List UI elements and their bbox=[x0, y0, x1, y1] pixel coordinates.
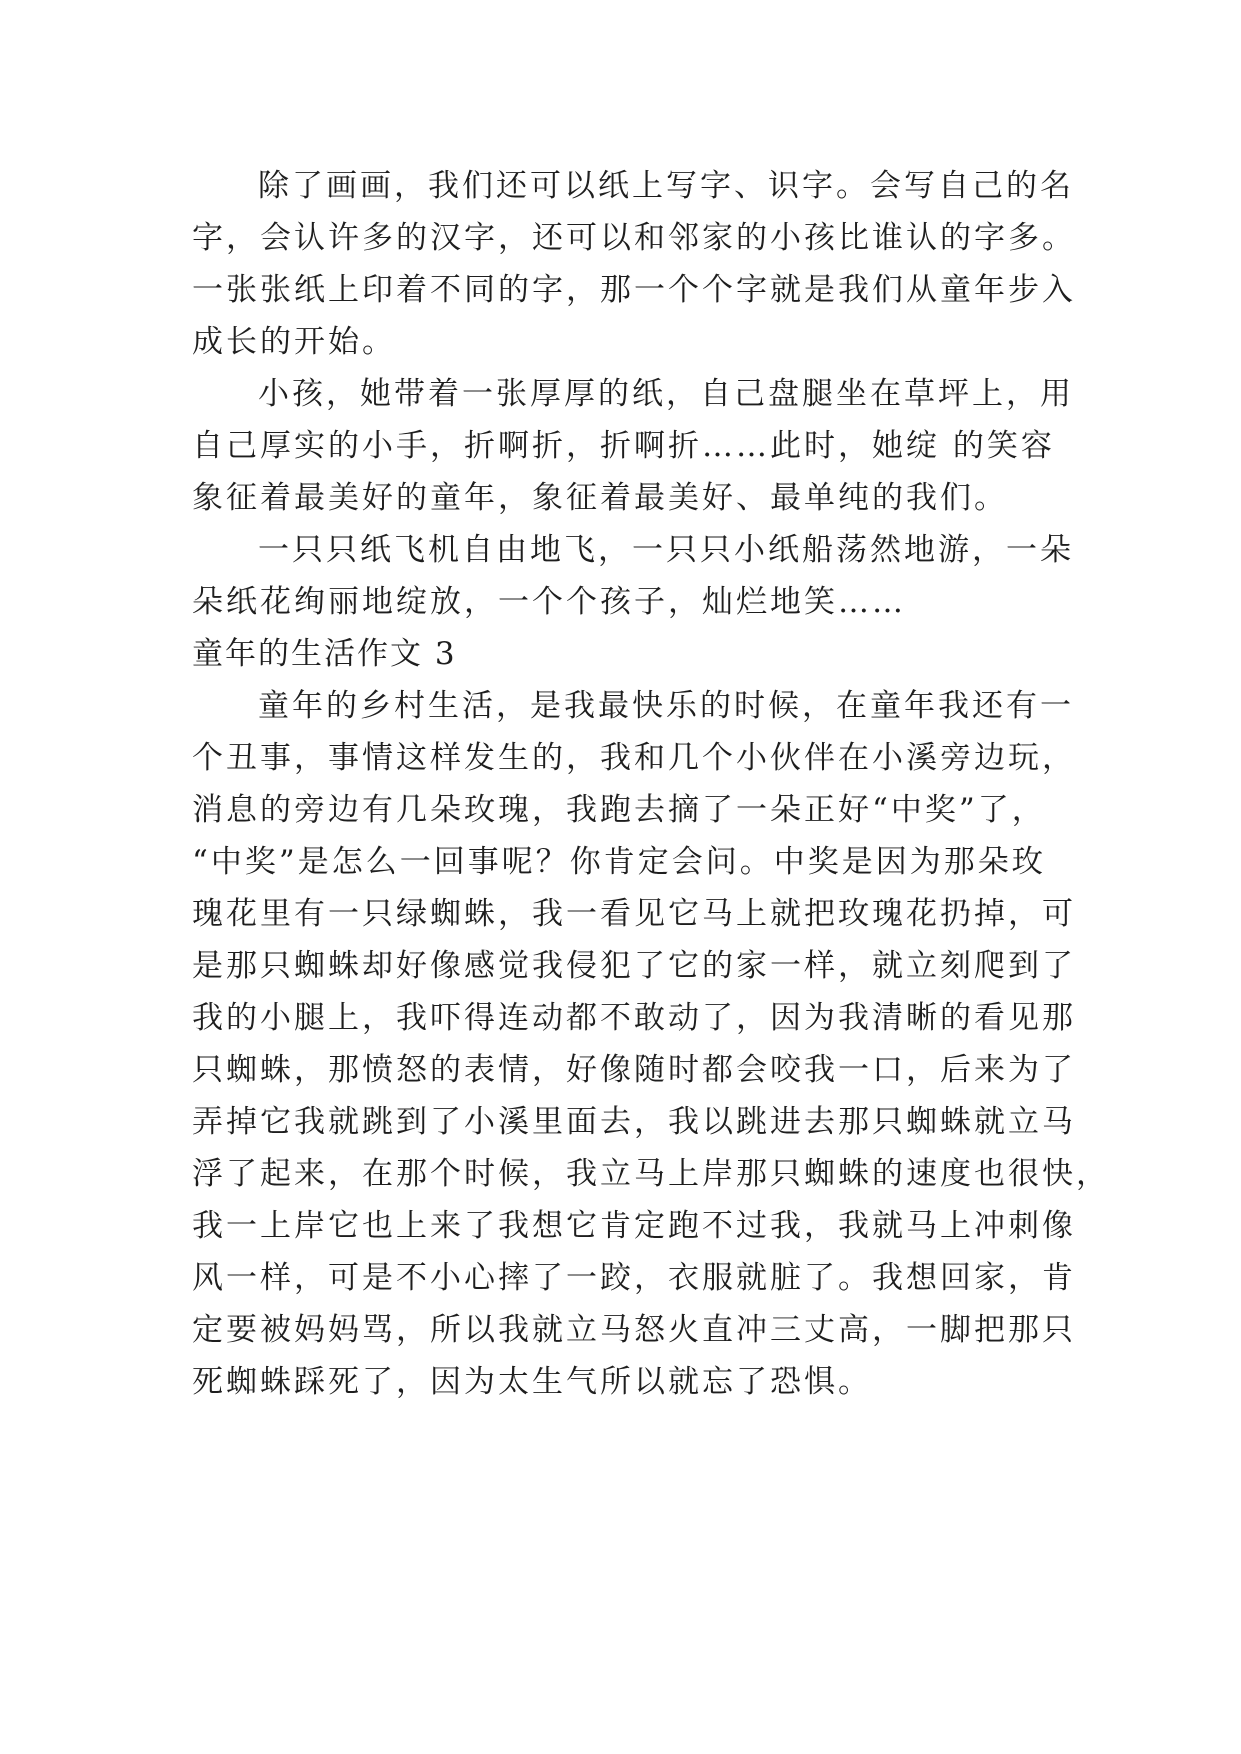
text-line: 字，会认许多的汉字，还可以和邻家的小孩比谁认的字多。 bbox=[192, 220, 1076, 256]
text-line: 象征着最美好的童年，象征着最美好、最单纯的我们。 bbox=[192, 480, 1008, 516]
text-line: 浮了起来，在那个时候，我立马上岸那只蜘蛛的速度也很快， bbox=[192, 1156, 1110, 1192]
text-line: “中奖”是怎么一回事呢？你肯定会问。中奖是因为那朵玫 bbox=[192, 844, 1046, 880]
paragraph-folding-paper bbox=[192, 368, 1072, 524]
text-line: 一张张纸上印着不同的字，那一个个字就是我们从童年步入 bbox=[192, 272, 1076, 308]
text-line: 自己厚实的小手，折啊折，折啊折……此时，她绽 的笑容 bbox=[192, 428, 1055, 464]
section-title: 童年的生活作文 3 bbox=[192, 636, 457, 672]
text-line: 小孩，她带着一张厚厚的纸，自己盘腿坐在草坪上，用 bbox=[258, 376, 1074, 412]
text-line: 成长的开始。 bbox=[192, 324, 396, 360]
text-line: 只蜘蛛，那愤怒的表情，好像随时都会咬我一口，后来为了 bbox=[192, 1052, 1076, 1088]
text-line: 朵纸花绚丽地绽放，一个个孩子，灿烂地笑…… bbox=[192, 584, 906, 620]
text-line: 弄掉它我就跳到了小溪里面去，我以跳进去那只蜘蛛就立马 bbox=[192, 1104, 1076, 1140]
text-line: 定要被妈妈骂，所以我就立马怒火直冲三丈高，一脚把那只 bbox=[192, 1312, 1076, 1348]
text-line: 一只只纸飞机自由地飞，一只只小纸船荡然地游，一朵 bbox=[258, 532, 1074, 568]
text-line: 瑰花里有一只绿蜘蛛，我一看见它马上就把玫瑰花扔掉，可 bbox=[192, 896, 1076, 932]
text-line: 死蜘蛛踩死了，因为太生气所以就忘了恐惧。 bbox=[192, 1364, 872, 1400]
text-line: 是那只蜘蛛却好像感觉我侵犯了它的家一样，就立刻爬到了 bbox=[192, 948, 1076, 984]
text-line: 我的小腿上，我吓得连动都不敢动了，因为我清晰的看见那 bbox=[192, 1000, 1076, 1036]
paragraph-spider-story bbox=[192, 680, 1110, 1408]
paragraph-drawing-writing bbox=[192, 160, 1076, 368]
text-line: 个丑事，事情这样发生的，我和几个小伙伴在小溪旁边玩， bbox=[192, 740, 1076, 776]
text-line: 我一上岸它也上来了我想它肯定跑不过我，我就马上冲刺像 bbox=[192, 1208, 1076, 1244]
paragraph-paper-planes bbox=[192, 524, 1072, 628]
section-heading bbox=[192, 628, 1072, 680]
text-line: 除了画画，我们还可以纸上写字、识字。会写自己的名 bbox=[258, 168, 1074, 204]
text-line: 风一样，可是不小心摔了一跤，衣服就脏了。我想回家，肯 bbox=[192, 1260, 1076, 1296]
text-line: 童年的乡村生活，是我最快乐的时候，在童年我还有一 bbox=[258, 688, 1074, 724]
text-line: 消息的旁边有几朵玫瑰，我跑去摘了一朵正好“中奖”了， bbox=[192, 792, 1046, 828]
document-body bbox=[192, 160, 1110, 1408]
